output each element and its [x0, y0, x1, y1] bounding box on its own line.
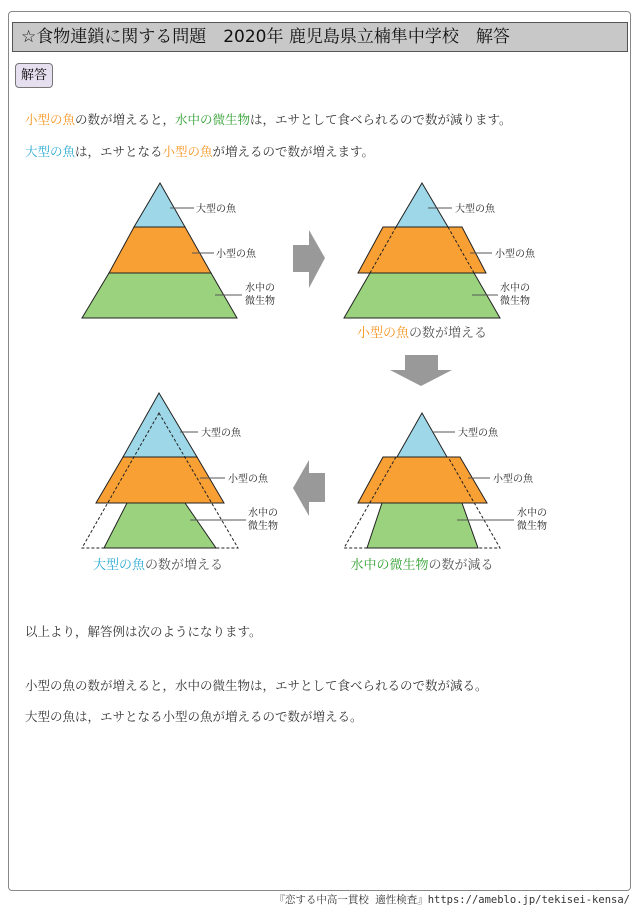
small-fish-layer [358, 227, 486, 273]
label-microbe: 微生物 [517, 521, 547, 532]
arrow-left-icon [293, 460, 325, 516]
term: 大型の魚 [92, 558, 145, 573]
answer-line-1: 小型の魚の数が増えると，水中の微生物は，エサとして食べられるので数が減る。 [25, 678, 488, 693]
label-microbe: 微生物 [500, 296, 530, 307]
term: 小型の魚 [162, 144, 213, 159]
large-fish-layer [397, 413, 447, 457]
label-microbe: 微生物 [245, 296, 275, 307]
text: が増えるので数が増えます。 [212, 144, 375, 159]
term: 大型の魚 [25, 144, 76, 159]
label-large-fish: 大型の魚 [458, 428, 498, 439]
large-fish-layer [134, 183, 185, 227]
page-title: ☆食物連鎖に関する問題 2020年 鹿児島県立楠隼中学校 解答 [12, 22, 628, 52]
term: 小型の魚 [356, 326, 409, 341]
label-microbe: 水中の [248, 508, 278, 519]
microbe-layer [82, 273, 237, 318]
term: 水中の微生物 [175, 112, 251, 127]
label-microbe: 水中の [245, 283, 275, 294]
small-fish-layer [358, 457, 487, 503]
conclusion-lead: 以上より，解答例は次のようになります。 [25, 624, 262, 639]
text: の数が増える [409, 326, 488, 341]
large-fish-layer [123, 393, 197, 457]
answer-badge: 解答 [15, 63, 53, 88]
small-fish-layer [109, 227, 211, 273]
label-large-fish: 大型の魚 [196, 204, 236, 215]
caption-small-increase [357, 322, 487, 341]
answer-line-2: 大型の魚は，エサとなる小型の魚が増えるので数が増える。 [25, 709, 363, 724]
label-microbe: 水中の [500, 283, 530, 294]
arrow-down-icon [390, 355, 452, 386]
microbe-layer [104, 503, 216, 548]
label-large-fish: 大型の魚 [455, 204, 495, 215]
text: は，エサとして食べられるので数が減ります。 [250, 112, 512, 127]
term: 水中の微生物 [350, 558, 429, 573]
label-small-fish: 小型の魚 [495, 249, 535, 260]
caption-microbe-decrease [350, 554, 493, 573]
term: 小型の魚 [25, 112, 76, 127]
microbe-layer [367, 503, 478, 548]
label-microbe: 微生物 [248, 521, 278, 532]
large-fish-layer [396, 183, 448, 227]
pyramid-large-increase [82, 393, 238, 548]
label-small-fish: 小型の魚 [216, 249, 256, 260]
arrow-right-icon [293, 230, 325, 288]
label-small-fish: 小型の魚 [493, 474, 533, 485]
text: の数が減る [428, 558, 494, 573]
footer-credit: 『恋する中高一貫校 適性検査』https://ameblo.jp/tekisei-kensa/ [274, 894, 630, 906]
text: は，エサとなる [75, 144, 163, 159]
label-microbe: 水中の [517, 508, 547, 519]
label-large-fish: 大型の魚 [201, 428, 241, 439]
text: の数が増えると， [75, 112, 176, 127]
text: の数が増える [145, 558, 224, 573]
small-fish-layer [96, 457, 224, 503]
caption-large-increase [93, 554, 223, 573]
label-small-fish: 小型の魚 [228, 474, 268, 485]
